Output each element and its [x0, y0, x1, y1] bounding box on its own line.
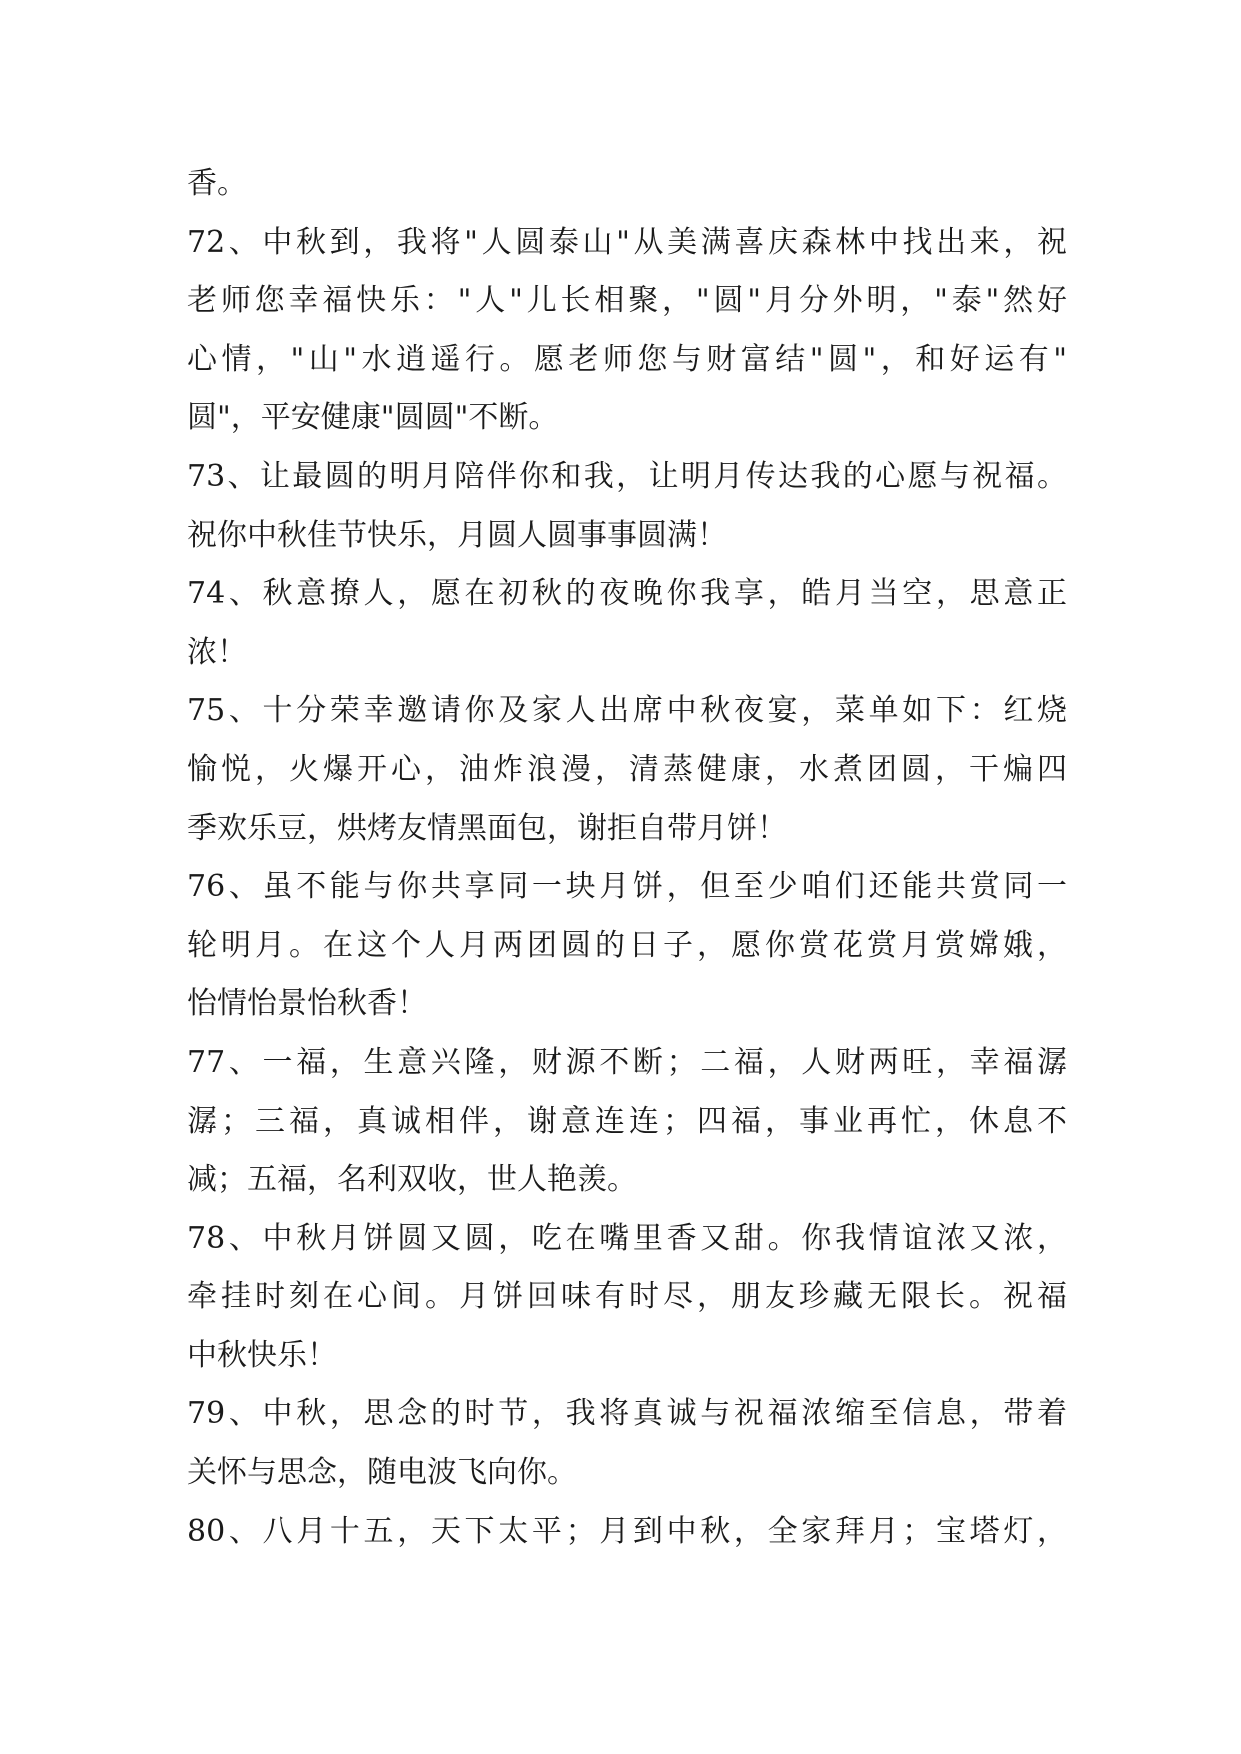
text-line: 圆"，平安健康"圆圆"不断。 — [187, 400, 559, 436]
text-line: 78、中秋月饼圆又圆，吃在嘴里香又甜。你我情谊浓又浓， — [187, 1220, 1067, 1256]
text-line: 75、十分荣幸邀请你及家人出席中秋夜宴，菜单如下：红烧 — [187, 693, 1067, 729]
text-line: 祝你中秋佳节快乐，月圆人圆事事圆满！ — [187, 517, 727, 553]
text-line: 72、中秋到，我将"人圆泰山"从美满喜庆森林中找出来，祝 — [187, 224, 1067, 260]
text-line: 减；五福，名利双收，世人艳羡。 — [187, 1162, 637, 1198]
text-line: 中秋快乐！ — [187, 1337, 337, 1373]
text-line: 轮明月。在这个人月两团圆的日子，愿你赏花赏月赏嫦娥， — [187, 927, 1067, 963]
text-line: 77、一福，生意兴隆，财源不断；二福，人财两旺，幸福潺 — [187, 1044, 1067, 1080]
text-line: 浓！ — [187, 634, 247, 670]
text-line: 怡情怡景怡秋香！ — [187, 986, 427, 1022]
text-line: 76、虽不能与你共享同一块月饼，但至少咱们还能共赏同一 — [187, 869, 1067, 905]
text-line: 80、八月十五，天下太平；月到中秋，全家拜月；宝塔灯， — [187, 1513, 1067, 1549]
text-line: 79、中秋，思念的时节，我将真诚与祝福浓缩至信息，带着 — [187, 1396, 1067, 1432]
document-body — [187, 155, 1067, 1561]
text-line: 老师您幸福快乐："人"儿长相聚，"圆"月分外明，"泰"然好 — [187, 283, 1067, 319]
text-line: 心情，"山"水逍遥行。愿老师您与财富结"圆"，和好运有" — [187, 341, 1067, 377]
text-line: 牵挂时刻在心间。月饼回味有时尽，朋友珍藏无限长。祝福 — [187, 1279, 1067, 1315]
text-line: 愉悦，火爆开心，油炸浪漫，清蒸健康，水煮团圆，干煸四 — [187, 751, 1067, 787]
text-line: 潺；三福，真诚相伴，谢意连连；四福，事业再忙，休息不 — [187, 1103, 1067, 1139]
text-line: 73、让最圆的明月陪伴你和我，让明月传达我的心愿与祝福。 — [187, 458, 1067, 494]
text-line: 关怀与思念，随电波飞向你。 — [187, 1455, 577, 1491]
text-line: 香。 — [187, 166, 247, 201]
text-line: 74、秋意撩人，愿在初秋的夜晚你我享，皓月当空，思意正 — [187, 576, 1067, 612]
text-line: 季欢乐豆，烘烤友情黑面包，谢拒自带月饼！ — [187, 810, 787, 846]
